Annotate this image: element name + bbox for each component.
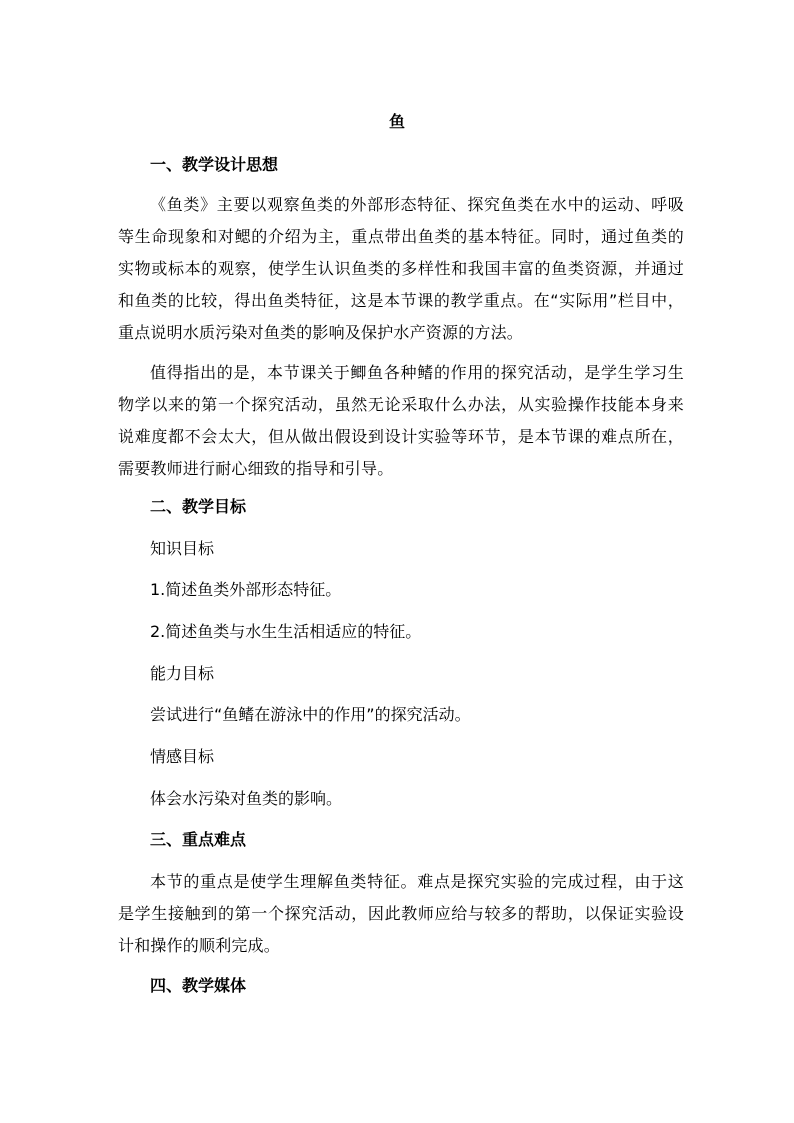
goal-line-ability-1: 尝试进行“鱼鳍在游泳中的作用”的探究活动。 — [150, 705, 471, 724]
goal-line-knowledge-2: 2.简述鱼类与水生生活相适应的特征。 — [150, 622, 422, 641]
section-heading-teaching-media: 四、教学媒体 — [150, 976, 247, 995]
paragraph-design-note: 值得指出的是，本节课关于鲫鱼各种鳍的作用的探究活动，是学生学习生物学以来的第一个探究活动，虽然无论采取什么办法，从实验操作技能本身来说难度都不会太大，但从做出假设到设计实验等环节，是本节课的难点所在，需要教师进行耐心细致的指导和引导。 — [118, 363, 684, 478]
goal-line-knowledge-label: 知识目标 — [150, 539, 215, 558]
paragraph-design-intro: 《鱼类》主要以观察鱼类的外部形态特征、探究鱼类在水中的运动、呼吸等生命现象和对鳃的介绍为主，重点带出鱼类的基本特征。同时，通过鱼类的实物或标本的观察，使学生认识鱼类的多样性和我国丰富的鱼类资源，并通过和鱼类的比较，得出鱼类特征，这是本节课的教学重点。在“实际用”栏目中，重点说明水质污染对鱼类的影响及保护水产资源的方法。 — [118, 195, 684, 342]
goal-line-emotion-1: 体会水污染对鱼类的影响。 — [150, 789, 343, 808]
document-title: 鱼 — [388, 112, 405, 131]
goal-line-knowledge-1: 1.简述鱼类外部形态特征。 — [150, 580, 342, 599]
section-heading-teaching-design: 一、教学设计思想 — [150, 155, 279, 174]
section-heading-teaching-goals: 二、教学目标 — [150, 497, 247, 516]
goal-line-emotion-label: 情感目标 — [150, 747, 215, 766]
section-heading-key-difficulty: 三、重点难点 — [150, 830, 247, 849]
goal-line-ability-label: 能力目标 — [150, 664, 215, 683]
paragraph-key-difficulty: 本节的重点是使学生理解鱼类特征。难点是探究实验的完成过程，由于这是学生接触到的第一个探究活动，因此教师应给与较多的帮助，以保证实验设计和操作的顺利完成。 — [118, 872, 684, 955]
